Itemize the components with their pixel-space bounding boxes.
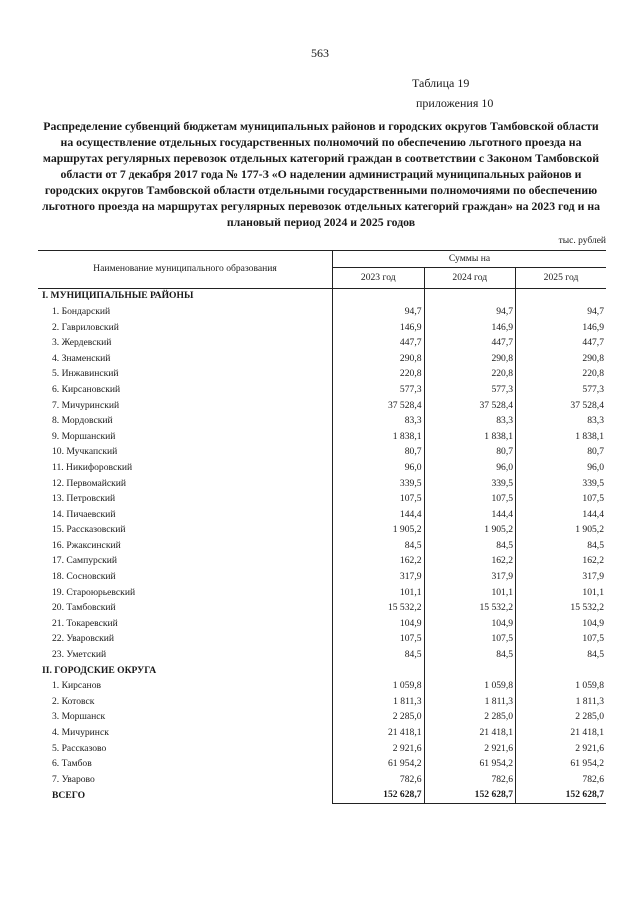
amount-cell: 782,6 [399,773,422,785]
amount-cell: 107,5 [399,633,422,645]
column-header-2024: 2024 год [424,267,516,288]
amount-cell: 107,5 [399,493,422,505]
amount-cell: 144,4 [424,507,516,523]
column-group-sums: Суммы на [333,251,607,268]
table-row-label: 3. Моршанск [38,710,333,726]
table-row-label: 11. Никифоровский [38,460,333,476]
unit-label: тыс. рублей [558,236,606,246]
table-row [38,585,606,601]
amount-cell: 577,3 [582,383,604,395]
amount-cell [516,288,606,304]
amount-cell: 152 628,7 [516,788,606,804]
amount-cell: 84,5 [404,539,422,551]
amount-cell: 104,9 [399,617,422,629]
table-row [38,678,606,694]
table-row [38,351,606,367]
amount-cell: 290,8 [582,352,604,364]
total-row-label: ВСЕГО [38,788,333,804]
amount-cell: 1 838,1 [392,430,422,442]
amount-cell: 83,3 [404,415,422,427]
table-row-label: 7. Мичуринский [38,398,333,414]
page-number: 563 [311,46,329,60]
amount-cell: 96,0 [404,461,422,473]
amount-cell: 152 628,7 [333,788,425,804]
document-title: Распределение субвенций бюджетам муниципальных районов и городских округов Тамбовской области на осуществление отдельных государственных полномочий по обеспечению льготного проезда на маршрутах регулярных перевозок отдельных категорий граждан в соответствии с Законом Тамбовской области от 7 декабря 2017 года № 177-З «О наделении администраций муниципальных районов и городских округов Тамбовской области отдельными государственными полномочиями по обеспечению льготного проезда на маршрутах регулярных перевозок отдельных категорий граждан» на 2023 год и на плановый период 2024 и 2025 годов [41,119,601,229]
amount-cell [516,663,606,679]
amount-cell: 1 811,3 [575,695,604,707]
amount-cell: 37 528,4 [424,398,516,414]
amount-cell: 107,5 [424,491,516,507]
amount-cell: 15 532,2 [570,602,604,614]
amount-cell: 61 954,2 [570,758,604,770]
amount-cell: 782,6 [582,773,604,785]
amount-cell: 83,3 [424,413,516,429]
table-row [38,694,606,710]
amount-cell: 577,3 [399,383,422,395]
table-row-label: 12. Первомайский [38,476,333,492]
amount-cell: 21 418,1 [424,725,516,741]
table-row [38,398,606,414]
amount-cell: 339,5 [424,476,516,492]
table-row-label: 16. Ржаксинский [38,538,333,554]
table-row-label: 2. Гавриловский [38,320,333,336]
amount-cell: 80,7 [587,446,604,458]
amount-cell: 220,8 [399,368,422,380]
amount-cell: 94,7 [404,305,422,317]
column-header-name: Наименование муниципального образования [38,251,333,289]
table-row-label: 2. Котовск [38,694,333,710]
table-row-label: 1. Бондарский [38,304,333,320]
amount-cell: 2 921,6 [424,741,516,757]
table-row [38,304,606,320]
table-row-label: 6. Кирсановский [38,382,333,398]
amount-cell: 84,5 [424,538,516,554]
table-row-label: 18. Сосновский [38,569,333,585]
table-row-label: 4. Мичуринск [38,725,333,741]
table-row-label: 20. Тамбовский [38,600,333,616]
amount-cell: 146,9 [399,321,422,333]
section-header [38,663,606,679]
amount-cell: 107,5 [582,633,604,645]
amount-cell: 162,2 [582,555,604,567]
table-row [38,741,606,757]
section-header [38,288,606,304]
amount-cell [333,288,425,304]
amount-cell: 80,7 [404,446,422,458]
table-row-label: 23. Уметский [38,647,333,663]
amount-cell: 15 532,2 [424,600,516,616]
amount-cell: 146,9 [424,320,516,336]
table-row [38,445,606,461]
amount-cell: 317,9 [582,571,604,583]
table-row-label: 8. Мордовский [38,413,333,429]
table-row [38,756,606,772]
amount-cell: 107,5 [424,632,516,648]
amount-cell: 1 811,3 [424,694,516,710]
amount-cell: 37 528,4 [570,399,604,411]
table-row [38,429,606,445]
table-row [38,491,606,507]
table-row-label: 17. Сампурский [38,554,333,570]
amount-cell: 21 418,1 [570,727,604,739]
table-row [38,772,606,788]
amount-cell: 104,9 [424,616,516,632]
amount-cell: 84,5 [424,647,516,663]
amount-cell: 83,3 [587,415,604,427]
appendix-reference: приложения 10 [416,96,494,110]
amount-cell: 447,7 [399,337,422,349]
table-row [38,460,606,476]
table-body [38,288,606,804]
amount-cell: 96,0 [424,460,516,476]
table-row [38,600,606,616]
subsidy-table [38,250,606,804]
table-row-label: 5. Рассказово [38,741,333,757]
table-row-label: 13. Петровский [38,491,333,507]
amount-cell: 162,2 [424,554,516,570]
amount-cell: 144,4 [582,508,604,520]
table-row-label: 4. Знаменский [38,351,333,367]
amount-cell: 21 418,1 [387,727,422,739]
amount-cell: 1 905,2 [392,524,422,536]
amount-cell: 317,9 [424,569,516,585]
table-row [38,367,606,383]
amount-cell: 146,9 [582,321,604,333]
amount-cell: 339,5 [582,477,604,489]
amount-cell: 1 838,1 [424,429,516,445]
column-header-2025: 2025 год [516,267,606,288]
table-row [38,725,606,741]
amount-cell: 1 838,1 [575,430,604,442]
amount-cell: 317,9 [399,571,422,583]
table-row [38,538,606,554]
table-row-label: 19. Староюрьевский [38,585,333,601]
table-row [38,476,606,492]
table-row-label: 5. Инжавинский [38,367,333,383]
amount-cell: 104,9 [582,617,604,629]
table-row [38,616,606,632]
amount-cell: 61 954,2 [387,758,422,770]
amount-cell [333,663,425,679]
amount-cell: 61 954,2 [424,756,516,772]
amount-cell: 162,2 [399,555,422,567]
section-header-label: I. МУНИЦИПАЛЬНЫЕ РАЙОНЫ [38,288,333,304]
table-row-label: 3. Жердевский [38,335,333,351]
amount-cell: 37 528,4 [387,399,422,411]
amount-cell: 84,5 [587,539,604,551]
table-row [38,710,606,726]
amount-cell: 96,0 [587,461,604,473]
amount-cell: 290,8 [399,352,422,364]
table-row [38,554,606,570]
table-row [38,507,606,523]
table-row [38,413,606,429]
amount-cell [424,663,516,679]
table-row-label: 10. Мучкапский [38,445,333,461]
total-row [38,788,606,804]
table-row-label: 7. Уварово [38,772,333,788]
table-row [38,632,606,648]
amount-cell: 1 811,3 [393,695,422,707]
amount-cell: 447,7 [424,335,516,351]
table-row [38,523,606,539]
amount-cell: 220,8 [424,367,516,383]
amount-cell: 101,1 [399,586,422,598]
amount-cell: 220,8 [582,368,604,380]
column-header-2023: 2023 год [333,267,425,288]
table-row-label: 1. Кирсанов [38,678,333,694]
amount-cell: 577,3 [424,382,516,398]
amount-cell: 101,1 [424,585,516,601]
amount-cell: 2 285,0 [392,711,422,723]
table-row [38,647,606,663]
amount-cell: 84,5 [587,649,604,661]
amount-cell [424,288,516,304]
amount-cell: 84,5 [404,649,422,661]
amount-cell: 94,7 [424,304,516,320]
table-row [38,382,606,398]
amount-cell: 1 905,2 [424,523,516,539]
amount-cell: 15 532,2 [387,602,422,614]
table-row [38,320,606,336]
section-header-label: II. ГОРОДСКИЕ ОКРУГА [38,663,333,679]
amount-cell: 80,7 [424,445,516,461]
table-row-label: 9. Моршанский [38,429,333,445]
amount-cell: 94,7 [587,305,604,317]
table-row-label: 15. Рассказовский [38,523,333,539]
amount-cell: 144,4 [399,508,422,520]
amount-cell: 339,5 [399,477,422,489]
amount-cell: 782,6 [424,772,516,788]
table-row-label: 14. Пичаевский [38,507,333,523]
amount-cell: 290,8 [424,351,516,367]
table-row-label: 21. Токаревский [38,616,333,632]
table-row-label: 6. Тамбов [38,756,333,772]
amount-cell: 447,7 [582,337,604,349]
amount-cell: 1 905,2 [575,524,604,536]
table-row [38,335,606,351]
amount-cell: 2 285,0 [575,711,604,723]
amount-cell: 152 628,7 [424,788,516,804]
amount-cell: 1 059,8 [392,680,422,692]
amount-cell: 2 285,0 [424,710,516,726]
table-reference: Таблица 19 [412,76,470,90]
amount-cell: 1 059,8 [575,680,604,692]
amount-cell: 107,5 [582,493,604,505]
amount-cell: 1 059,8 [424,678,516,694]
amount-cell: 2 921,6 [575,742,604,754]
amount-cell: 2 921,6 [392,742,422,754]
table-row-label: 22. Уваровский [38,632,333,648]
table-row [38,569,606,585]
amount-cell: 101,1 [582,586,604,598]
